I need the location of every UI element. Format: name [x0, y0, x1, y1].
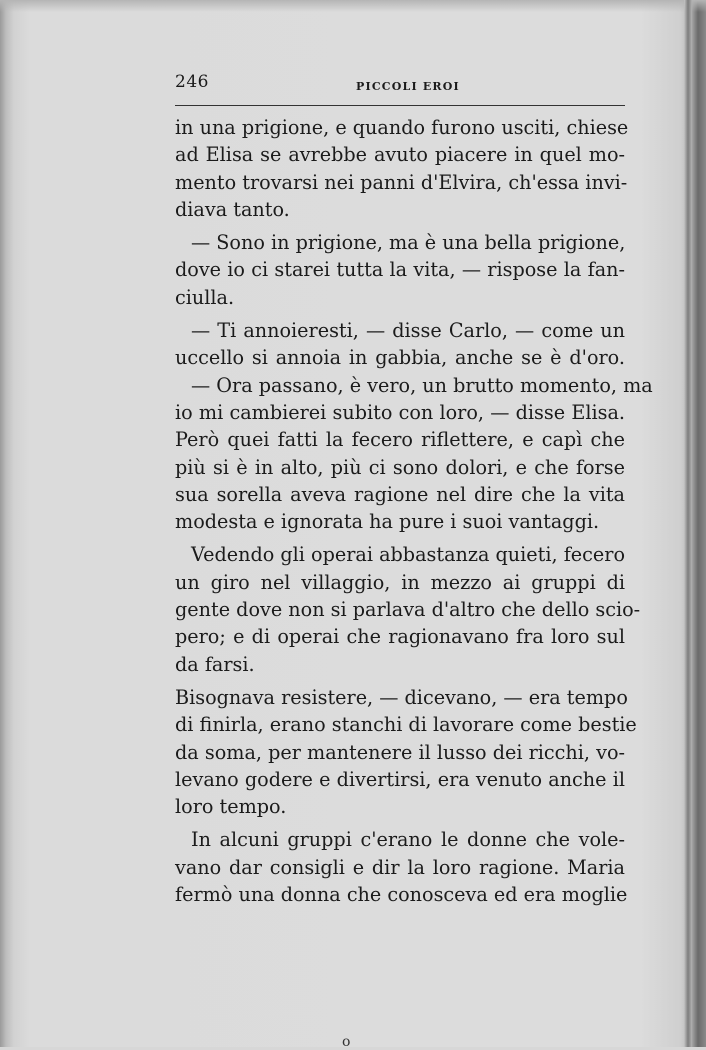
text-line: dove io ci starei tutta la vita, — rispose la fan- — [175, 258, 625, 282]
text-line: levano godere e divertirsi, era venuto anche il — [175, 767, 625, 791]
paragraph — [175, 229, 625, 311]
page-edge — [684, 0, 692, 1047]
body-text — [175, 114, 653, 908]
paragraph — [175, 684, 637, 820]
text-line: pero; e di operai che ragionavano fra loro sul — [175, 625, 625, 649]
text-line: modesta e ignorata ha pure i suoi vantaggi. — [175, 510, 600, 534]
running-title: PICCOLI EROI — [356, 80, 460, 93]
text-line: loro tempo. — [175, 795, 287, 819]
paragraph — [175, 826, 628, 908]
text-line: da soma, per mantenere il lusso dei ricchi, vo- — [175, 740, 625, 764]
text-line: Vedendo gli operai abbastanza quieti, fecero — [191, 543, 625, 567]
text-line: Però quei fatti la fecero riflettere, e capì che — [175, 428, 625, 452]
text-line: sua sorella aveva ragione nel dire che la vita — [175, 482, 625, 506]
bottom-mark: o — [342, 1034, 351, 1050]
paragraph — [175, 317, 625, 372]
paragraph — [175, 372, 653, 536]
text-line: diava tanto. — [175, 197, 290, 221]
text-line: mento trovarsi nei panni d'Elvira, ch'essa invi- — [175, 170, 628, 194]
text-line: io mi cambierei subito con loro, — disse Elisa. — [175, 400, 625, 424]
text-line: gente dove non si parlava d'altro che dello scio- — [175, 598, 641, 622]
text-line: Bisognava resistere, — dicevano, — era tempo — [175, 685, 628, 709]
top-shadow — [0, 0, 706, 12]
text-line: In alcuni gruppi c'erano le donne che vole- — [191, 828, 625, 852]
text-line: — Sono in prigione, ma è una bella prigione, — [191, 231, 626, 255]
text-line: — Ora passano, è vero, un brutto momento, ma — [191, 373, 653, 397]
text-line: ciulla. — [175, 285, 235, 309]
text-line: un giro nel villaggio, in mezzo ai gruppi di — [175, 570, 625, 594]
header-rule — [175, 105, 625, 106]
text-line: di finirla, erano stanchi di lavorare come bestie — [175, 713, 637, 737]
text-line: da farsi. — [175, 652, 255, 676]
text-line: più si è in alto, più ci sono dolori, e che forse — [175, 455, 625, 479]
text-line: — Ti annoieresti, — disse Carlo, — come un — [191, 319, 625, 343]
paragraph — [175, 541, 641, 677]
text-line: in una prigione, e quando furono usciti, chiese — [175, 116, 629, 139]
text-line: ad Elisa se avrebbe avuto piacere in quel mo- — [175, 143, 625, 167]
paragraph — [175, 114, 629, 223]
page-number: 246 — [175, 72, 209, 92]
text-line: fermò una donna che conosceva ed era moglie — [175, 883, 628, 907]
text-line: uccello si annoia in gabbia, anche se è d'oro. — [175, 346, 625, 370]
text-line: vano dar consigli e dir la loro ragione. Maria — [175, 855, 625, 879]
